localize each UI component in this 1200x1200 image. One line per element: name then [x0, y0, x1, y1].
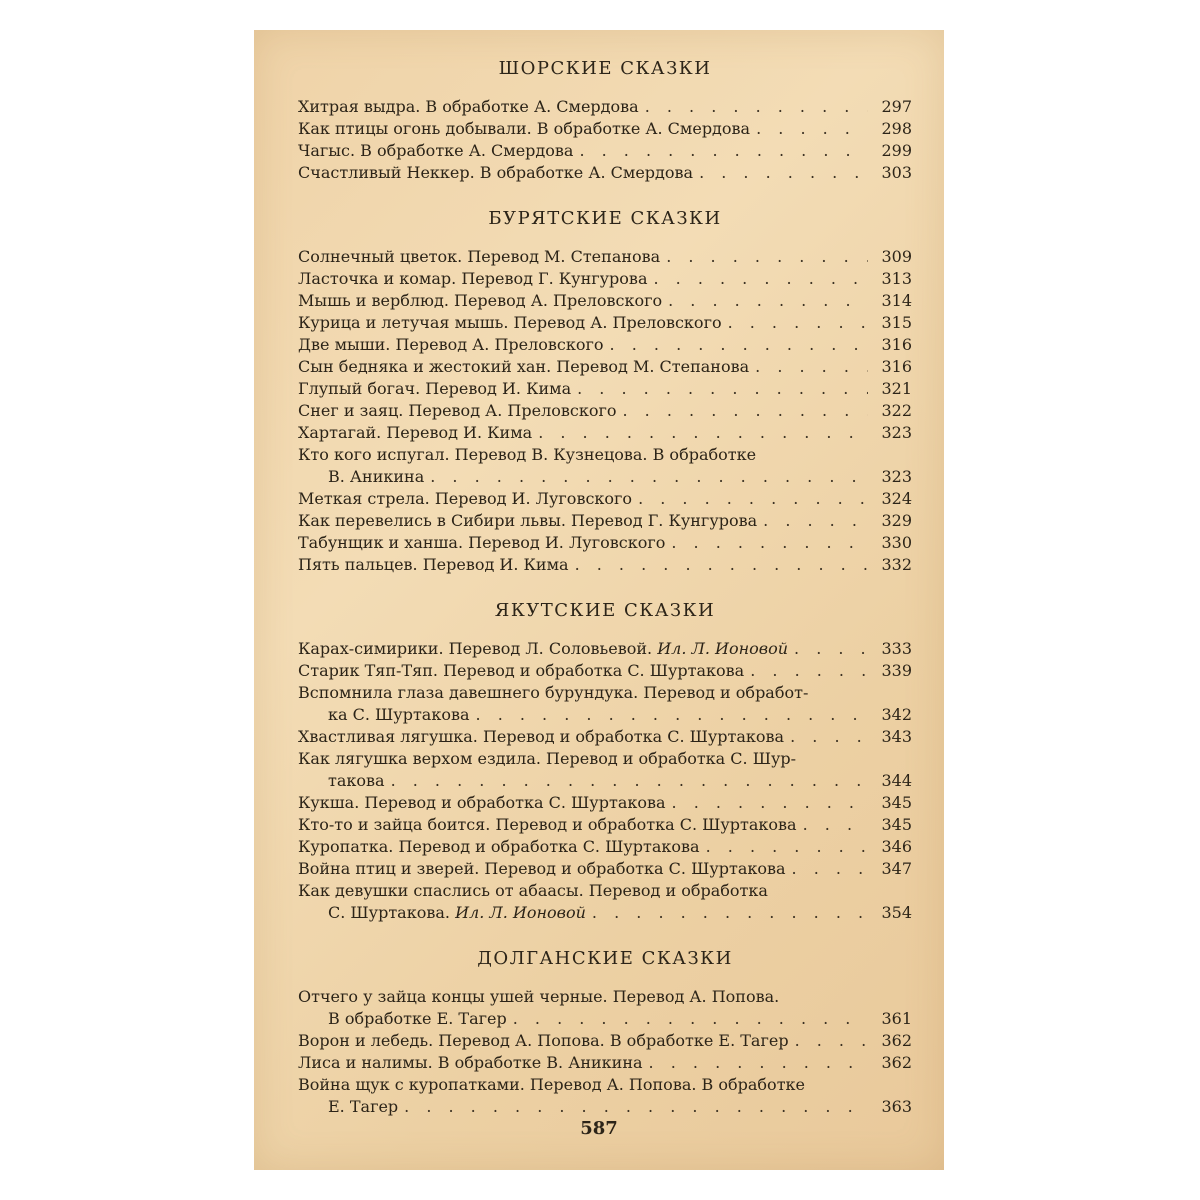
book-page [254, 30, 944, 1170]
toc-entry [298, 422, 912, 444]
leader-dots [404, 1096, 868, 1118]
toc-entry [298, 726, 912, 748]
entry-page-number: 324 [881, 489, 912, 508]
leader-dots [666, 246, 868, 268]
toc-entry [298, 532, 912, 554]
entry-title-line: Отчего у зайца концы ушей черные. Перевод А. Попова. [298, 987, 780, 1006]
leader-dots [795, 1030, 868, 1052]
toc-entry [298, 334, 912, 356]
leader-dots [794, 638, 868, 660]
leader-dots [706, 836, 868, 858]
entry-page-number: 361 [881, 1009, 912, 1028]
leader-dots [579, 140, 868, 162]
entry-page-number: 339 [881, 661, 912, 680]
entry-title-line: Ласточка и комар. Перевод Г. Кунгурова [298, 269, 648, 288]
entry-page-number: 329 [881, 511, 912, 530]
illustrator-credit: Ил. Л. Ионовой [455, 903, 586, 922]
toc-entry [298, 836, 912, 858]
leader-dots [645, 96, 868, 118]
entry-page-number: 333 [881, 639, 912, 658]
toc-entry [298, 444, 912, 488]
entry-title-line: Е. Тагер [328, 1097, 399, 1116]
entry-page-number: 344 [881, 771, 912, 790]
entry-page-number: 316 [881, 335, 912, 354]
entry-title-line: Глупый богач. Перевод И. Кима [298, 379, 572, 398]
entry-title-line: Ворон и лебедь. Перевод А. Попова. В обработке Е. Тагер [298, 1031, 789, 1050]
leader-dots [803, 814, 868, 836]
toc-entry [298, 378, 912, 400]
section-title: БУРЯТСКИЕ СКАЗКИ [488, 208, 722, 229]
leader-dots [653, 268, 868, 290]
toc-entry [298, 814, 912, 836]
entry-page-number: 316 [881, 357, 912, 376]
entry-page-number: 299 [881, 141, 912, 160]
entry-page-number: 298 [881, 119, 912, 138]
leader-dots [649, 1052, 868, 1074]
entry-title-line: ка С. Шуртакова [328, 705, 470, 724]
entry-page-number: 342 [881, 705, 912, 724]
entry-title-line: Как девушки спаслись от абаасы. Перевод и обработка [298, 881, 768, 900]
entry-title-line: Счастливый Неккер. В обработке А. Смердова [298, 163, 694, 182]
leader-dots [391, 770, 868, 792]
illustrator-credit: Ил. Л. Ионовой [657, 639, 789, 658]
entry-page-number: 323 [881, 467, 912, 486]
toc-entry [298, 1074, 912, 1118]
entry-page-number: 323 [881, 423, 912, 442]
leader-dots [790, 726, 868, 748]
leader-dots [638, 488, 868, 510]
entry-page-number: 297 [881, 97, 912, 116]
toc-entry [298, 140, 912, 162]
entry-title-line: такова [328, 771, 385, 790]
entry-title-line: Как перевелись в Сибири львы. Перевод Г. Кунгурова [298, 511, 758, 530]
entry-page-number: 322 [881, 401, 912, 420]
entry-page-number: 313 [881, 269, 912, 288]
section-title: ЯКУТСКИЕ СКАЗКИ [494, 600, 716, 621]
entry-title-line: Снег и заяц. Перевод А. Преловского [298, 401, 617, 420]
entry-title-line: Хвастливая лягушка. Перевод и обработка С. Шуртакова [298, 727, 785, 746]
leader-dots [577, 378, 868, 400]
leader-dots [750, 660, 868, 682]
leader-dots [672, 792, 868, 814]
entry-title-line: Война щук с куропатками. Перевод А. Попова. В обработке [298, 1075, 806, 1094]
toc-entry [298, 510, 912, 532]
toc-entry [298, 312, 912, 334]
toc-entry [298, 118, 912, 140]
toc-section [298, 204, 912, 576]
entry-title-line: Пять пальцев. Перевод И. Кима [298, 555, 569, 574]
toc-entry [298, 1052, 912, 1074]
leader-dots [430, 466, 868, 488]
entry-page-number: 309 [881, 247, 912, 266]
entry-page-number: 330 [881, 533, 912, 552]
toc-section [298, 54, 912, 184]
toc-entry [298, 162, 912, 184]
toc-entry [298, 1030, 912, 1052]
toc-entry [298, 858, 912, 880]
leader-dots [592, 902, 868, 924]
entry-page-number: 347 [881, 859, 912, 878]
entry-page-number: 346 [881, 837, 912, 856]
entry-title-line: Мышь и верблюд. Перевод А. Преловского [298, 291, 663, 310]
toc-entry [298, 986, 912, 1030]
toc-section [298, 596, 912, 924]
toc-entry [298, 748, 912, 792]
entry-title-line: Чагыс. В обработке А. Смердова [298, 141, 574, 160]
entry-title-line: Две мыши. Перевод А. Преловского [298, 335, 604, 354]
leader-dots [792, 858, 868, 880]
entry-title-line: В обработке Е. Тагер [328, 1009, 507, 1028]
leader-dots [575, 554, 868, 576]
toc-entry [298, 880, 912, 924]
entry-page-number: 332 [881, 555, 912, 574]
toc-entry [298, 682, 912, 726]
leader-dots [513, 1008, 868, 1030]
entry-title-line: Меткая стрела. Перевод И. Луговского [298, 489, 633, 508]
leader-dots [755, 356, 868, 378]
entry-title-line: С. Шуртакова. Ил. Л. Ионовой [328, 903, 586, 922]
entry-title-line: Карах-симирики. Перевод Л. Соловьевой. Ил. Л. Ионовой [298, 639, 789, 658]
toc-entry [298, 792, 912, 814]
entry-title-line: Как птицы огонь добывали. В обработке А. Смердова [298, 119, 751, 138]
leader-dots [763, 510, 868, 532]
table-of-contents [298, 54, 912, 1138]
toc-entry [298, 290, 912, 312]
leader-dots [538, 422, 868, 444]
entry-page-number: 345 [881, 793, 912, 812]
entry-page-number: 343 [881, 727, 912, 746]
leader-dots [699, 162, 868, 184]
entry-title-line: Кто-то и зайца боится. Перевод и обработка С. Шуртакова [298, 815, 797, 834]
entry-title-line: Как лягушка верхом ездила. Перевод и обработка С. Шур- [298, 749, 797, 768]
entry-title-line: Курица и летучая мышь. Перевод А. Преловского [298, 313, 722, 332]
leader-dots [671, 532, 868, 554]
entry-page-number: 362 [881, 1031, 912, 1050]
entry-title-line: Сын бедняка и жестокий хан. Перевод М. Степанова [298, 357, 750, 376]
leader-dots [728, 312, 868, 334]
entry-title-line: Лиса и налимы. В обработке В. Аникина [298, 1053, 643, 1072]
entry-title-line: Кукша. Перевод и обработка С. Шуртакова [298, 793, 666, 812]
entry-title-line: Старик Тяп-Тяп. Перевод и обработка С. Шуртакова [298, 661, 745, 680]
leader-dots [623, 400, 869, 422]
entry-title-line: Вспомнила глаза давешнего бурундука. Перевод и обработ- [298, 683, 809, 702]
entry-page-number: 315 [881, 313, 912, 332]
leader-dots [610, 334, 868, 356]
entry-title-line: Война птиц и зверей. Перевод и обработка С. Шуртакова [298, 859, 786, 878]
entry-title-line: Куропатка. Перевод и обработка С. Шуртакова [298, 837, 700, 856]
entry-title-line: Хартагай. Перевод И. Кима [298, 423, 533, 442]
entry-page-number: 363 [881, 1097, 912, 1116]
leader-dots [756, 118, 868, 140]
toc-entry [298, 356, 912, 378]
entry-title-line: В. Аникина [328, 467, 425, 486]
entry-title-line: Кто кого испугал. Перевод В. Кузнецова. В обработке [298, 445, 757, 464]
leader-dots [476, 704, 868, 726]
entry-page-number: 362 [881, 1053, 912, 1072]
section-title: ШОРСКИЕ СКАЗКИ [498, 58, 712, 79]
entry-page-number: 354 [881, 903, 912, 922]
toc-entry [298, 246, 912, 268]
toc-entry [298, 554, 912, 576]
toc-entry [298, 96, 912, 118]
toc-entry [298, 488, 912, 510]
entry-page-number: 314 [881, 291, 912, 310]
entry-page-number: 321 [881, 379, 912, 398]
entry-title-line: Табунщик и ханша. Перевод И. Луговского [298, 533, 666, 552]
toc-section [298, 944, 912, 1118]
page-number: 587 [580, 1118, 618, 1139]
toc-entry [298, 638, 912, 660]
toc-entry [298, 400, 912, 422]
section-title: ДОЛГАНСКИЕ СКАЗКИ [477, 948, 733, 969]
toc-entry [298, 268, 912, 290]
entry-title-line: Солнечный цветок. Перевод М. Степанова [298, 247, 661, 266]
leader-dots [668, 290, 868, 312]
entry-title-line: Хитрая выдра. В обработке А. Смердова [298, 97, 639, 116]
toc-entry [298, 660, 912, 682]
entry-page-number: 303 [881, 163, 912, 182]
entry-page-number: 345 [881, 815, 912, 834]
